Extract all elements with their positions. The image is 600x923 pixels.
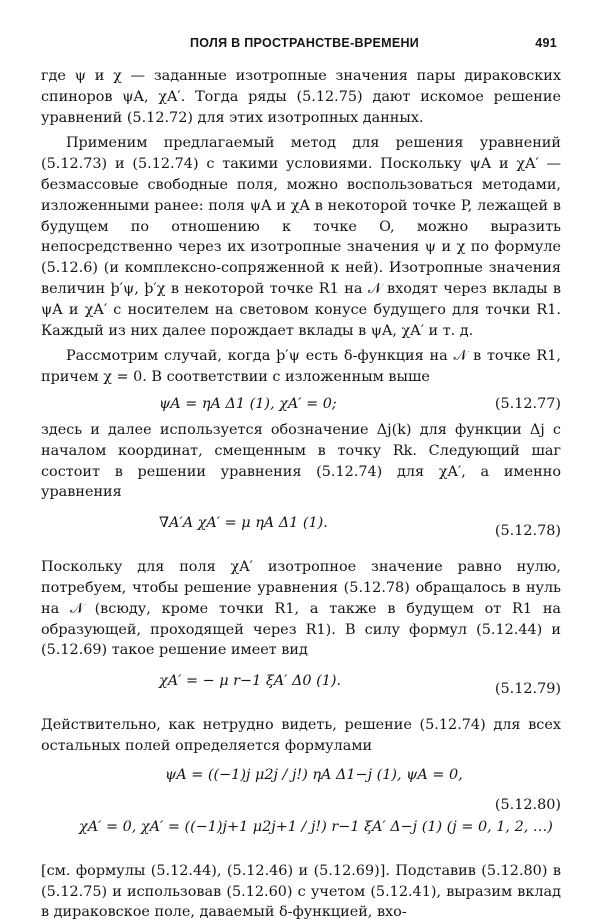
- equation-formula: ψA = ηA Δ1 (1), χA′ = 0;: [159, 395, 337, 412]
- page-header: [0, 36, 600, 56]
- equation-number: (5.12.79): [494, 681, 561, 698]
- equation-5-12-80: [41, 761, 561, 857]
- page-body: [41, 66, 561, 923]
- equation-5-12-77: [41, 392, 561, 416]
- equation-formula-chi: χA′ = 0, χA′ = ((−1)j+1 μ2j+1 / j!) r−1 ξA′ Δ−j (1) (j = 0, 1, 2, …): [79, 818, 553, 835]
- equation-number: (5.12.80): [494, 796, 561, 813]
- paragraph: Рассмотрим случай, когда þ′ψ есть δ-функция на 𝒩 в точке R1, причем χ = 0. В соответствии с изложенным выше: [41, 348, 561, 386]
- paragraph: здесь и далее используется обозначение Δj(k) для функции Δj с началом координат, смещенным в точку Rk. Следующий шаг состоит в решении уравнения (5.12.74) для χA′, а именно уравнения: [41, 421, 561, 501]
- paragraph: Поскольку для поля χA′ изотропное значение равно нулю, потребуем, чтобы решение уравнения (5.12.78) обращалось в нуль на 𝒩 (всюду, кроме точки R1, а также в будущем от R1 на образующей, проходящей через R1). В силу формул (5.12.44) и (5.12.69) такое решение имеет вид: [41, 559, 561, 659]
- equation-formula: ∇A′A χA′ = μ ηA Δ1 (1).: [159, 515, 328, 532]
- equation-5-12-78: [41, 507, 561, 553]
- equation-5-12-79: [41, 665, 561, 711]
- page-number: 491: [535, 36, 557, 50]
- equation-formula-psi: ψA = ((−1)j μ2j / j!) ηA Δ1−j (1), ψA = 0,: [165, 766, 463, 783]
- equation-formula: χA′ = − μ r−1 ξA′ Δ0 (1).: [159, 673, 342, 690]
- running-title: ПОЛЯ В ПРОСТРАНСТВЕ-ВРЕМЕНИ: [190, 36, 420, 50]
- paragraph: где ψ и χ — заданные изотропные значения пары дираковских спиноров ψA, χA′. Тогда ряды (5.12.75) дают искомое решение уравнений (5.12.72) для этих изотропных данных.: [41, 68, 561, 126]
- paragraph: Действительно, как нетрудно видеть, решение (5.12.74) для всех остальных полей определяется формулами: [41, 717, 561, 754]
- equation-number: (5.12.77): [494, 395, 561, 412]
- equation-number: (5.12.78): [494, 523, 561, 540]
- paragraph: [см. формулы (5.12.44), (5.12.46) и (5.12.69)]. Подставив (5.12.80) в (5.12.75) и использовав (5.12.60) с учетом (5.12.41), выразим вклад в дираковское поле, даваемый δ-функцией, вхо-: [41, 862, 561, 921]
- paragraph: Применим предлагаемый метод для решения уравнений (5.12.73) и (5.12.74) с такими условиями. Поскольку ψA и χA′ — безмассовые свободные поля, можно воспользоваться методами, изложенными ранее: поля ψA и χA в некоторой точке P, лежащей в будущем по отношению к точке O, можно выразить непосредственно через их изотропные значения ψ и χ по формуле (5.12.6) (и комплексно-сопряженной к ней). Изотропные значения величин þ′ψ, þ′χ в некоторой точке R1 на 𝒩 входят через вклады в ψA и χA′ с носителем на световом конусе будущего для точки R1. Каждый из них далее порождает вклады в ψA, χA′ и т. д.: [41, 135, 561, 339]
